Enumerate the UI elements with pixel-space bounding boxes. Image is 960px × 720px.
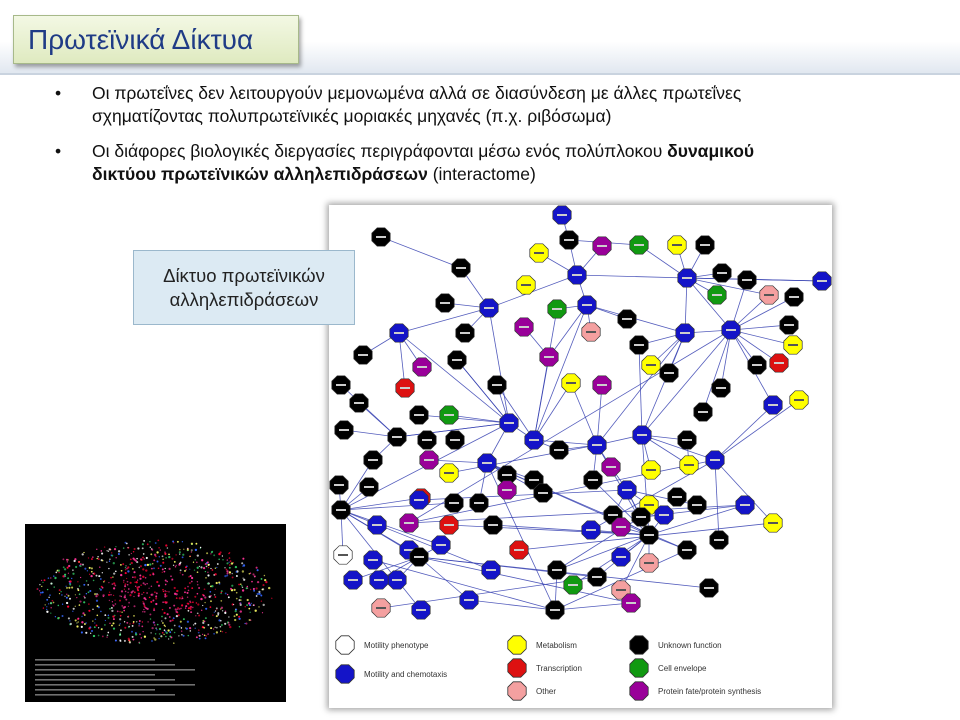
legend-label: Protein fate/protein synthesis (658, 687, 762, 696)
node-label-mark (740, 504, 750, 506)
node-label-mark (400, 387, 410, 389)
node-label-mark (424, 459, 434, 461)
node-label-mark (784, 324, 794, 326)
node-label-mark (672, 496, 682, 498)
node-label-mark (414, 414, 424, 416)
node-label-mark (644, 504, 654, 506)
bullet-list (55, 82, 935, 198)
network-edge (497, 385, 534, 440)
bullet-line (92, 105, 935, 128)
legend-label: Motility phenotype (364, 641, 429, 650)
node-label-mark (682, 439, 692, 441)
node-label-mark (372, 524, 382, 526)
network-svg (329, 205, 832, 708)
node-label-mark (334, 484, 344, 486)
node-label-mark (368, 559, 378, 561)
callout-line-2: αλληλεπιδράσεων (169, 289, 319, 310)
callout-line-1: Δίκτυο πρωτεϊνικών (163, 265, 325, 286)
interactome-image (25, 524, 286, 702)
node-label-mark (354, 402, 364, 404)
node-label-mark (684, 464, 694, 466)
node-label-mark (552, 308, 562, 310)
node-label-mark (692, 504, 702, 506)
node-label-mark (368, 459, 378, 461)
legend-swatch (630, 682, 648, 700)
node-label-mark (336, 509, 346, 511)
network-edge (715, 460, 719, 540)
node-label-mark (637, 434, 647, 436)
node-label-mark (572, 274, 582, 276)
node-label-mark (492, 384, 502, 386)
network-edge (419, 557, 469, 600)
network-edge (715, 405, 773, 460)
node-label-mark (622, 489, 632, 491)
node-label-mark (582, 304, 592, 306)
legend-swatch (508, 659, 526, 677)
network-nodes (330, 206, 831, 619)
node-label-mark (504, 422, 514, 424)
network-edge (449, 445, 597, 473)
node-label-mark (417, 366, 427, 368)
node-label-mark (586, 331, 596, 333)
network-edge (469, 600, 555, 610)
node-label-mark (456, 267, 466, 269)
node-label-mark (700, 244, 710, 246)
bullet-marker: • (55, 83, 62, 103)
node-label-mark (682, 549, 692, 551)
title-box (13, 15, 299, 64)
network-edge (534, 305, 587, 440)
node-label-mark (659, 514, 669, 516)
node-label-mark (392, 579, 402, 581)
legend-label: Transcription (536, 664, 582, 673)
node-label-mark (422, 439, 432, 441)
node-label-mark (672, 244, 682, 246)
node-label-mark (488, 524, 498, 526)
network-edge (703, 330, 731, 412)
network-edge (489, 308, 509, 423)
legend-swatch (508, 682, 526, 700)
node-label-mark (606, 466, 616, 468)
legend-label: Other (536, 687, 557, 696)
node-label-mark (789, 296, 799, 298)
node-label-mark (348, 579, 358, 581)
network-edge (555, 603, 631, 610)
node-label-mark (644, 534, 654, 536)
bullet-item (55, 140, 935, 186)
node-label-mark (521, 284, 531, 286)
node-label-mark (392, 436, 402, 438)
node-label-mark (416, 609, 426, 611)
node-label-mark (482, 462, 492, 464)
node-label-mark (634, 344, 644, 346)
legend-label: Motility and chemotaxis (364, 670, 448, 679)
node-label-mark (376, 607, 386, 609)
node-label-mark (568, 584, 578, 586)
network-edge (639, 345, 642, 435)
node-label-mark (592, 576, 602, 578)
header-divider (0, 73, 960, 75)
interactome-caption (35, 659, 195, 696)
node-label-mark (616, 526, 626, 528)
legend-label: Metabolism (536, 641, 577, 650)
node-label-mark (464, 599, 474, 601)
node-label-mark (817, 280, 827, 282)
node-label-mark (714, 539, 724, 541)
node-label-mark (764, 294, 774, 296)
node-label-mark (768, 522, 778, 524)
network-edge (557, 535, 649, 570)
legend-swatch (630, 659, 648, 677)
node-label-mark (538, 492, 548, 494)
node-label-mark (622, 318, 632, 320)
node-label-mark (444, 414, 454, 416)
bullet-line (92, 140, 935, 163)
node-label-mark (486, 569, 496, 571)
node-label-mark (534, 252, 544, 254)
node-label-mark (664, 372, 674, 374)
interactome-svg (25, 524, 286, 702)
node-label-mark (588, 479, 598, 481)
node-label-mark (514, 549, 524, 551)
node-label-mark (716, 387, 726, 389)
node-label-mark (586, 529, 596, 531)
node-label-mark (404, 522, 414, 524)
bullet-text: Οι πρωτεΐνες δεν λειτουργούν μεμονωμένα αλλά σε διασύνδεση με άλλες πρωτεΐνες (92, 83, 742, 103)
node-label-mark (474, 502, 484, 504)
node-label-mark (564, 239, 574, 241)
node-label-mark (698, 411, 708, 413)
node-label-mark (626, 602, 636, 604)
node-label-mark (444, 524, 454, 526)
node-label-mark (774, 362, 784, 364)
node-label-mark (566, 382, 576, 384)
node-label-mark (519, 326, 529, 328)
node-label-mark (336, 384, 346, 386)
bold-text: δικτύου πρωτεϊνικών αλληλεπιδράσεων (92, 164, 428, 184)
node-label-mark (636, 516, 646, 518)
legend-swatch (508, 636, 526, 654)
node-label-mark (644, 562, 654, 564)
node-label-mark (597, 384, 607, 386)
node-label-mark (414, 556, 424, 558)
node-label-mark (712, 294, 722, 296)
node-label-mark (710, 459, 720, 461)
network-edge (534, 357, 549, 440)
legend-swatch (630, 636, 648, 654)
network-edge (577, 275, 687, 278)
node-label-mark (704, 587, 714, 589)
network-diagram (329, 205, 832, 708)
bullet-line (92, 82, 935, 105)
node-label-mark (682, 277, 692, 279)
node-label-mark (717, 272, 727, 274)
node-label-mark (554, 449, 564, 451)
node-label-mark (529, 439, 539, 441)
node-label-mark (374, 579, 384, 581)
node-label-mark (414, 499, 424, 501)
node-label-mark (616, 589, 626, 591)
legend-label: Cell envelope (658, 664, 707, 673)
bold-text: δυναμικού (667, 141, 755, 161)
node-label-mark (616, 556, 626, 558)
node-label-mark (394, 332, 404, 334)
bullet-marker: • (55, 141, 62, 161)
node-label-mark (634, 244, 644, 246)
node-label-mark (646, 364, 656, 366)
bullet-text: (interactome) (427, 164, 536, 184)
node-label-mark (364, 486, 374, 488)
node-label-mark (339, 429, 349, 431)
legend-swatch (336, 665, 354, 683)
node-label-mark (557, 214, 567, 216)
interactome-dots (37, 540, 273, 644)
node-label-mark (646, 469, 656, 471)
node-label-mark (338, 554, 348, 556)
node-label-mark (550, 609, 560, 611)
node-label-mark (608, 514, 618, 516)
node-label-mark (452, 359, 462, 361)
legend (336, 636, 761, 700)
node-label-mark (794, 399, 804, 401)
node-label-mark (544, 356, 554, 358)
node-label-mark (726, 329, 736, 331)
node-label-mark (440, 302, 450, 304)
legend-swatch (336, 636, 354, 654)
node-label-mark (484, 307, 494, 309)
node-label-mark (529, 479, 539, 481)
node-label-mark (460, 332, 470, 334)
node-label-mark (752, 364, 762, 366)
node-label-mark (552, 569, 562, 571)
network-callout (133, 250, 355, 325)
bullet-item (55, 82, 935, 128)
slide-title: Πρωτεϊνικά Δίκτυα (28, 24, 254, 55)
network-edge (381, 237, 461, 268)
node-label-mark (450, 439, 460, 441)
node-label-mark (742, 279, 752, 281)
bullet-line (92, 163, 935, 186)
node-label-mark (376, 236, 386, 238)
network-edge (715, 400, 799, 460)
node-label-mark (358, 354, 368, 356)
node-label-mark (436, 544, 446, 546)
bullet-text: σχηματίζοντας πολυπρωτεϊνικές μοριακές μηχανές (π.χ. ριβόσωμα) (92, 106, 612, 126)
node-label-mark (788, 344, 798, 346)
legend-label: Unknown function (658, 641, 722, 650)
network-edge (419, 415, 509, 423)
bullet-text: Οι διάφορες βιολογικές διεργασίες περιγράφονται μέσω ενός πολύπλοκου (92, 141, 668, 161)
node-label-mark (680, 332, 690, 334)
node-label-mark (502, 489, 512, 491)
node-label-mark (597, 245, 607, 247)
node-label-mark (444, 472, 454, 474)
node-label-mark (592, 444, 602, 446)
node-label-mark (768, 404, 778, 406)
node-label-mark (502, 474, 512, 476)
node-label-mark (449, 502, 459, 504)
